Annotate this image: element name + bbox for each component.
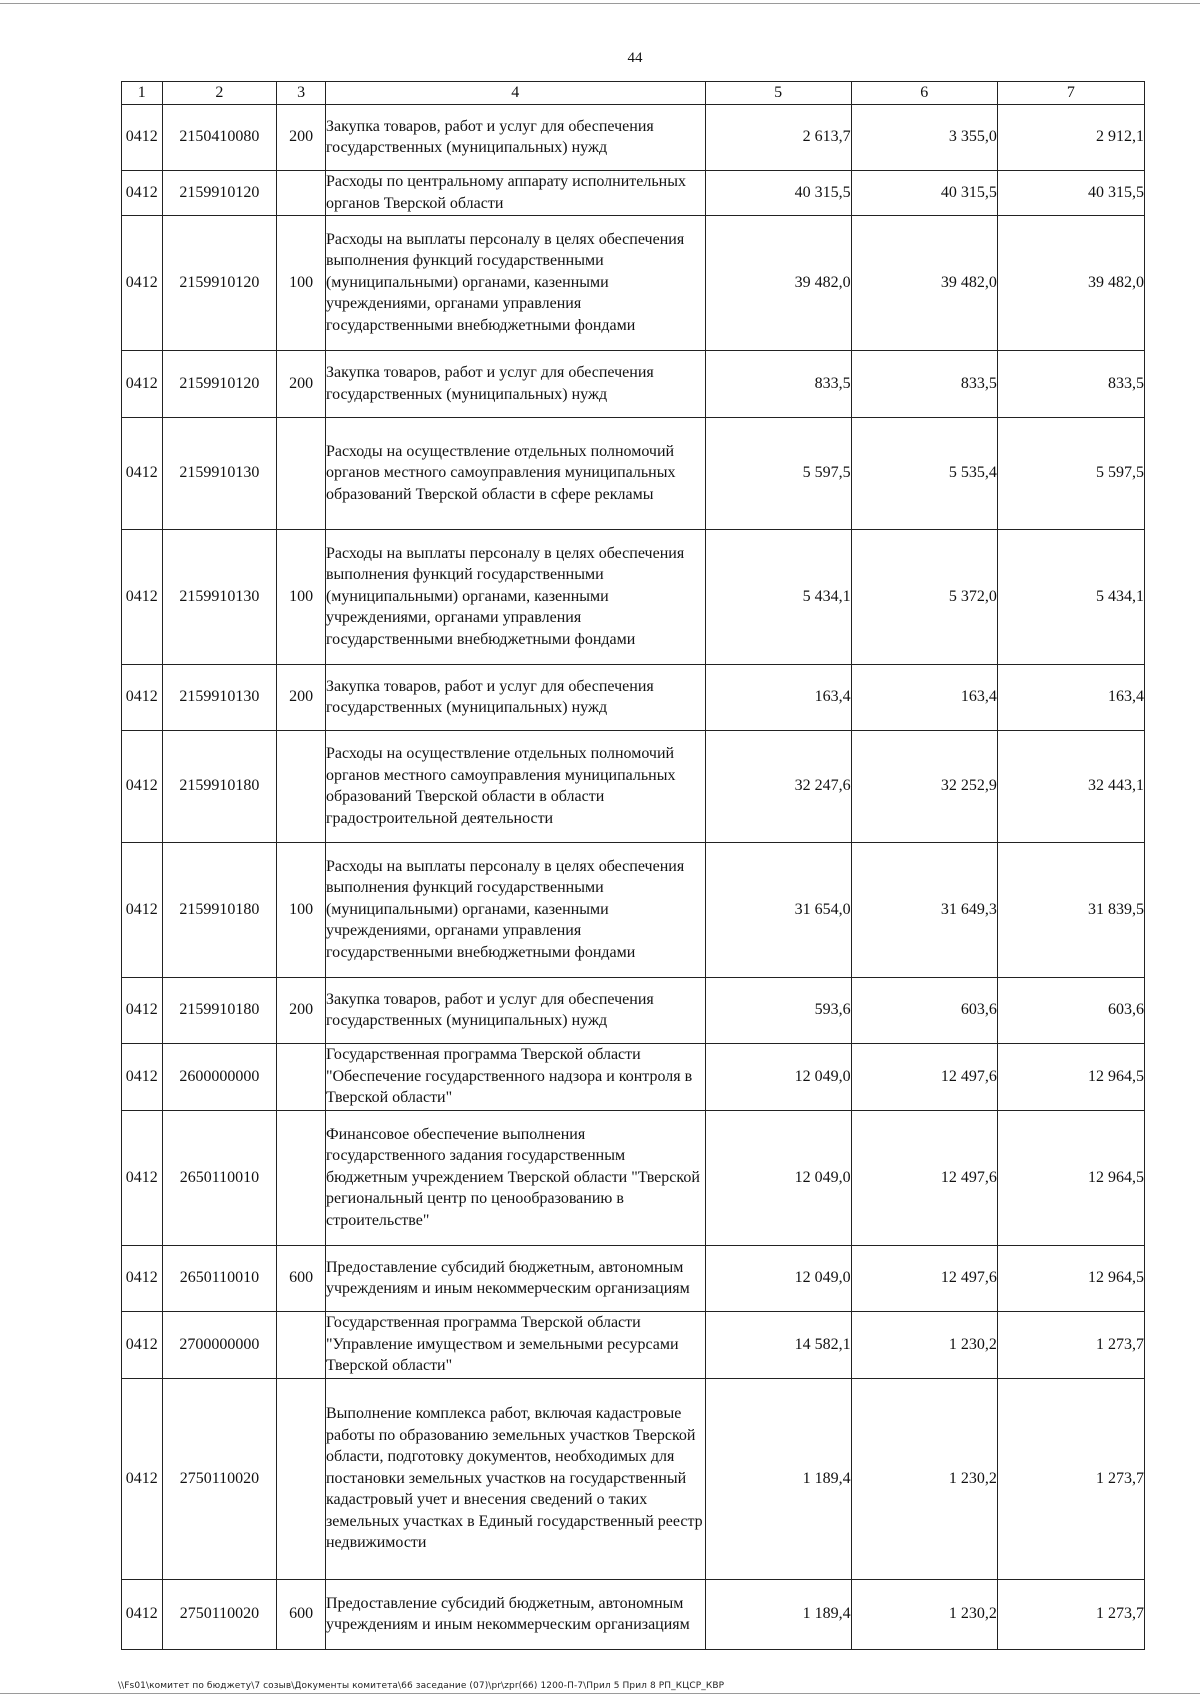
expense-name: Предоставление субсидий бюджетным, автономным учреждениям и иным некоммерческим организациям xyxy=(325,1245,705,1311)
column-header: 3 xyxy=(277,82,326,105)
amount-col5: 1 189,4 xyxy=(705,1378,851,1579)
target-code: 2600000000 xyxy=(162,1043,277,1110)
expense-name: Расходы на выплаты персоналу в целях обеспечения выполнения функций государственными (муниципальными) органами, казенными учреждениями, органами управления государственными внебюджетными фондами xyxy=(325,529,705,664)
column-header: 2 xyxy=(162,82,277,105)
page-number: 44 xyxy=(627,50,643,66)
target-code: 2650110010 xyxy=(162,1110,277,1245)
section-code: 0412 xyxy=(122,215,163,350)
section-code: 0412 xyxy=(122,730,163,842)
amount-col7: 5 434,1 xyxy=(997,529,1144,664)
column-header: 6 xyxy=(851,82,997,105)
amount-col5: 5 434,1 xyxy=(705,529,851,664)
expense-type-code: 600 xyxy=(277,1245,326,1311)
section-code: 0412 xyxy=(122,842,163,977)
amount-col6: 12 497,6 xyxy=(851,1043,997,1110)
target-code: 2159910130 xyxy=(162,417,277,529)
section-code: 0412 xyxy=(122,1311,163,1378)
amount-col6: 1 230,2 xyxy=(851,1378,997,1579)
amount-col5: 12 049,0 xyxy=(705,1245,851,1311)
expense-type-code xyxy=(277,1110,326,1245)
amount-col7: 40 315,5 xyxy=(997,170,1144,215)
expense-name: Выполнение комплекса работ, включая кадастровые работы по образованию земельных участков Тверской области, подготовку документов, необходимых для постановки земельных участков на государственный кадастровый учет и внесения сведений о таких земельных участках в Единый государственный реестр недвижимости xyxy=(325,1378,705,1579)
table-row xyxy=(122,170,1145,215)
amount-col5: 31 654,0 xyxy=(705,842,851,977)
expense-name: Расходы по центральному аппарату исполнительных органов Тверской области xyxy=(325,170,705,215)
target-code: 2750110020 xyxy=(162,1579,277,1649)
table-row xyxy=(122,1110,1145,1245)
expense-name: Расходы на выплаты персоналу в целях обеспечения выполнения функций государственными (муниципальными) органами, казенными учреждениями, органами управления государственными внебюджетными фондами xyxy=(325,215,705,350)
column-header: 7 xyxy=(997,82,1144,105)
section-code: 0412 xyxy=(122,1110,163,1245)
expense-name: Закупка товаров, работ и услуг для обеспечения государственных (муниципальных) нужд xyxy=(325,104,705,170)
amount-col6: 31 649,3 xyxy=(851,842,997,977)
amount-col6: 39 482,0 xyxy=(851,215,997,350)
amount-col7: 833,5 xyxy=(997,350,1144,417)
table-row xyxy=(122,977,1145,1043)
table-row xyxy=(122,215,1145,350)
amount-col7: 31 839,5 xyxy=(997,842,1144,977)
expense-name: Государственная программа Тверской области "Управление имуществом и земельными ресурсами Тверской области" xyxy=(325,1311,705,1378)
amount-col5: 593,6 xyxy=(705,977,851,1043)
amount-col5: 12 049,0 xyxy=(705,1110,851,1245)
expense-type-code xyxy=(277,1378,326,1579)
section-code: 0412 xyxy=(122,1043,163,1110)
expense-name: Расходы на осуществление отдельных полномочий органов местного самоуправления муниципальных образований Тверской области в сфере рекламы xyxy=(325,417,705,529)
table-row xyxy=(122,1311,1145,1378)
amount-col5: 12 049,0 xyxy=(705,1043,851,1110)
amount-col5: 39 482,0 xyxy=(705,215,851,350)
expense-type-code: 100 xyxy=(277,842,326,977)
target-code: 2159910180 xyxy=(162,977,277,1043)
table-row xyxy=(122,1245,1145,1311)
amount-col7: 12 964,5 xyxy=(997,1245,1144,1311)
table-row xyxy=(122,664,1145,730)
target-code: 2159910120 xyxy=(162,170,277,215)
document-file-path: \\Fs01\комитет по бюджету\7 созыв\Документы комитета\66 заседание (07)\pr\zpr(66) 1200-П-7\Прил 5 Прил 8 РП_КЦСР_КВР xyxy=(118,1681,725,1691)
amount-col6: 1 230,2 xyxy=(851,1311,997,1378)
amount-col6: 603,6 xyxy=(851,977,997,1043)
expense-type-code: 200 xyxy=(277,664,326,730)
section-code: 0412 xyxy=(122,664,163,730)
expense-type-code xyxy=(277,1311,326,1378)
target-code: 2700000000 xyxy=(162,1311,277,1378)
column-header: 1 xyxy=(122,82,163,105)
target-code: 2650110010 xyxy=(162,1245,277,1311)
section-code: 0412 xyxy=(122,529,163,664)
expense-name: Расходы на выплаты персоналу в целях обеспечения выполнения функций государственными (муниципальными) органами, казенными учреждениями, органами управления государственными внебюджетными фондами xyxy=(325,842,705,977)
amount-col7: 2 912,1 xyxy=(997,104,1144,170)
expense-type-code: 600 xyxy=(277,1579,326,1649)
table-row xyxy=(122,350,1145,417)
target-code: 2750110020 xyxy=(162,1378,277,1579)
expense-name: Финансовое обеспечение выполнения государственного задания государственным бюджетным учреждением Тверской области "Тверской региональный центр по ценообразованию в строительстве" xyxy=(325,1110,705,1245)
section-code: 0412 xyxy=(122,170,163,215)
amount-col7: 5 597,5 xyxy=(997,417,1144,529)
amount-col7: 603,6 xyxy=(997,977,1144,1043)
amount-col6: 5 535,4 xyxy=(851,417,997,529)
table-row xyxy=(122,529,1145,664)
target-code: 2159910130 xyxy=(162,664,277,730)
amount-col6: 1 230,2 xyxy=(851,1579,997,1649)
amount-col5: 1 189,4 xyxy=(705,1579,851,1649)
section-code: 0412 xyxy=(122,977,163,1043)
amount-col6: 32 252,9 xyxy=(851,730,997,842)
amount-col7: 12 964,5 xyxy=(997,1110,1144,1245)
amount-col6: 5 372,0 xyxy=(851,529,997,664)
expense-name: Закупка товаров, работ и услуг для обеспечения государственных (муниципальных) нужд xyxy=(325,977,705,1043)
target-code: 2159910180 xyxy=(162,842,277,977)
expense-name: Закупка товаров, работ и услуг для обеспечения государственных (муниципальных) нужд xyxy=(325,350,705,417)
amount-col7: 1 273,7 xyxy=(997,1378,1144,1579)
section-code: 0412 xyxy=(122,417,163,529)
amount-col5: 32 247,6 xyxy=(705,730,851,842)
scan-top-edge xyxy=(0,3,1200,4)
amount-col6: 12 497,6 xyxy=(851,1110,997,1245)
expense-name: Закупка товаров, работ и услуг для обеспечения государственных (муниципальных) нужд xyxy=(325,664,705,730)
target-code: 2159910120 xyxy=(162,215,277,350)
expense-type-code: 200 xyxy=(277,350,326,417)
expense-type-code: 200 xyxy=(277,977,326,1043)
expense-type-code: 100 xyxy=(277,215,326,350)
table-row xyxy=(122,1378,1145,1579)
expense-type-code: 100 xyxy=(277,529,326,664)
target-code: 2159910180 xyxy=(162,730,277,842)
amount-col5: 5 597,5 xyxy=(705,417,851,529)
amount-col5: 14 582,1 xyxy=(705,1311,851,1378)
table-row xyxy=(122,730,1145,842)
amount-col7: 39 482,0 xyxy=(997,215,1144,350)
expense-type-code xyxy=(277,730,326,842)
budget-table xyxy=(121,81,1145,1650)
section-code: 0412 xyxy=(122,1579,163,1649)
amount-col7: 32 443,1 xyxy=(997,730,1144,842)
table-row xyxy=(122,1043,1145,1110)
amount-col7: 1 273,7 xyxy=(997,1579,1144,1649)
scan-bottom-edge xyxy=(0,1693,1200,1694)
amount-col5: 833,5 xyxy=(705,350,851,417)
amount-col6: 12 497,6 xyxy=(851,1245,997,1311)
amount-col6: 3 355,0 xyxy=(851,104,997,170)
expense-type-code xyxy=(277,417,326,529)
expense-type-code: 200 xyxy=(277,104,326,170)
amount-col7: 12 964,5 xyxy=(997,1043,1144,1110)
expense-type-code xyxy=(277,170,326,215)
expense-name: Предоставление субсидий бюджетным, автономным учреждениям и иным некоммерческим организациям xyxy=(325,1579,705,1649)
table-row xyxy=(122,417,1145,529)
section-code: 0412 xyxy=(122,1378,163,1579)
amount-col6: 833,5 xyxy=(851,350,997,417)
amount-col5: 40 315,5 xyxy=(705,170,851,215)
section-code: 0412 xyxy=(122,1245,163,1311)
column-header: 4 xyxy=(325,82,705,105)
expense-name: Расходы на осуществление отдельных полномочий органов местного самоуправления муниципальных образований Тверской области в области градостроительной деятельности xyxy=(325,730,705,842)
amount-col6: 163,4 xyxy=(851,664,997,730)
amount-col6: 40 315,5 xyxy=(851,170,997,215)
target-code: 2150410080 xyxy=(162,104,277,170)
amount-col5: 163,4 xyxy=(705,664,851,730)
amount-col5: 2 613,7 xyxy=(705,104,851,170)
column-header: 5 xyxy=(705,82,851,105)
amount-col7: 163,4 xyxy=(997,664,1144,730)
expense-type-code xyxy=(277,1043,326,1110)
table-row xyxy=(122,104,1145,170)
table-row xyxy=(122,1579,1145,1649)
header-row xyxy=(122,82,1145,105)
section-code: 0412 xyxy=(122,350,163,417)
target-code: 2159910120 xyxy=(162,350,277,417)
table-row xyxy=(122,842,1145,977)
expense-name: Государственная программа Тверской области "Обеспечение государственного надзора и контроля в Тверской области" xyxy=(325,1043,705,1110)
amount-col7: 1 273,7 xyxy=(997,1311,1144,1378)
section-code: 0412 xyxy=(122,104,163,170)
target-code: 2159910130 xyxy=(162,529,277,664)
